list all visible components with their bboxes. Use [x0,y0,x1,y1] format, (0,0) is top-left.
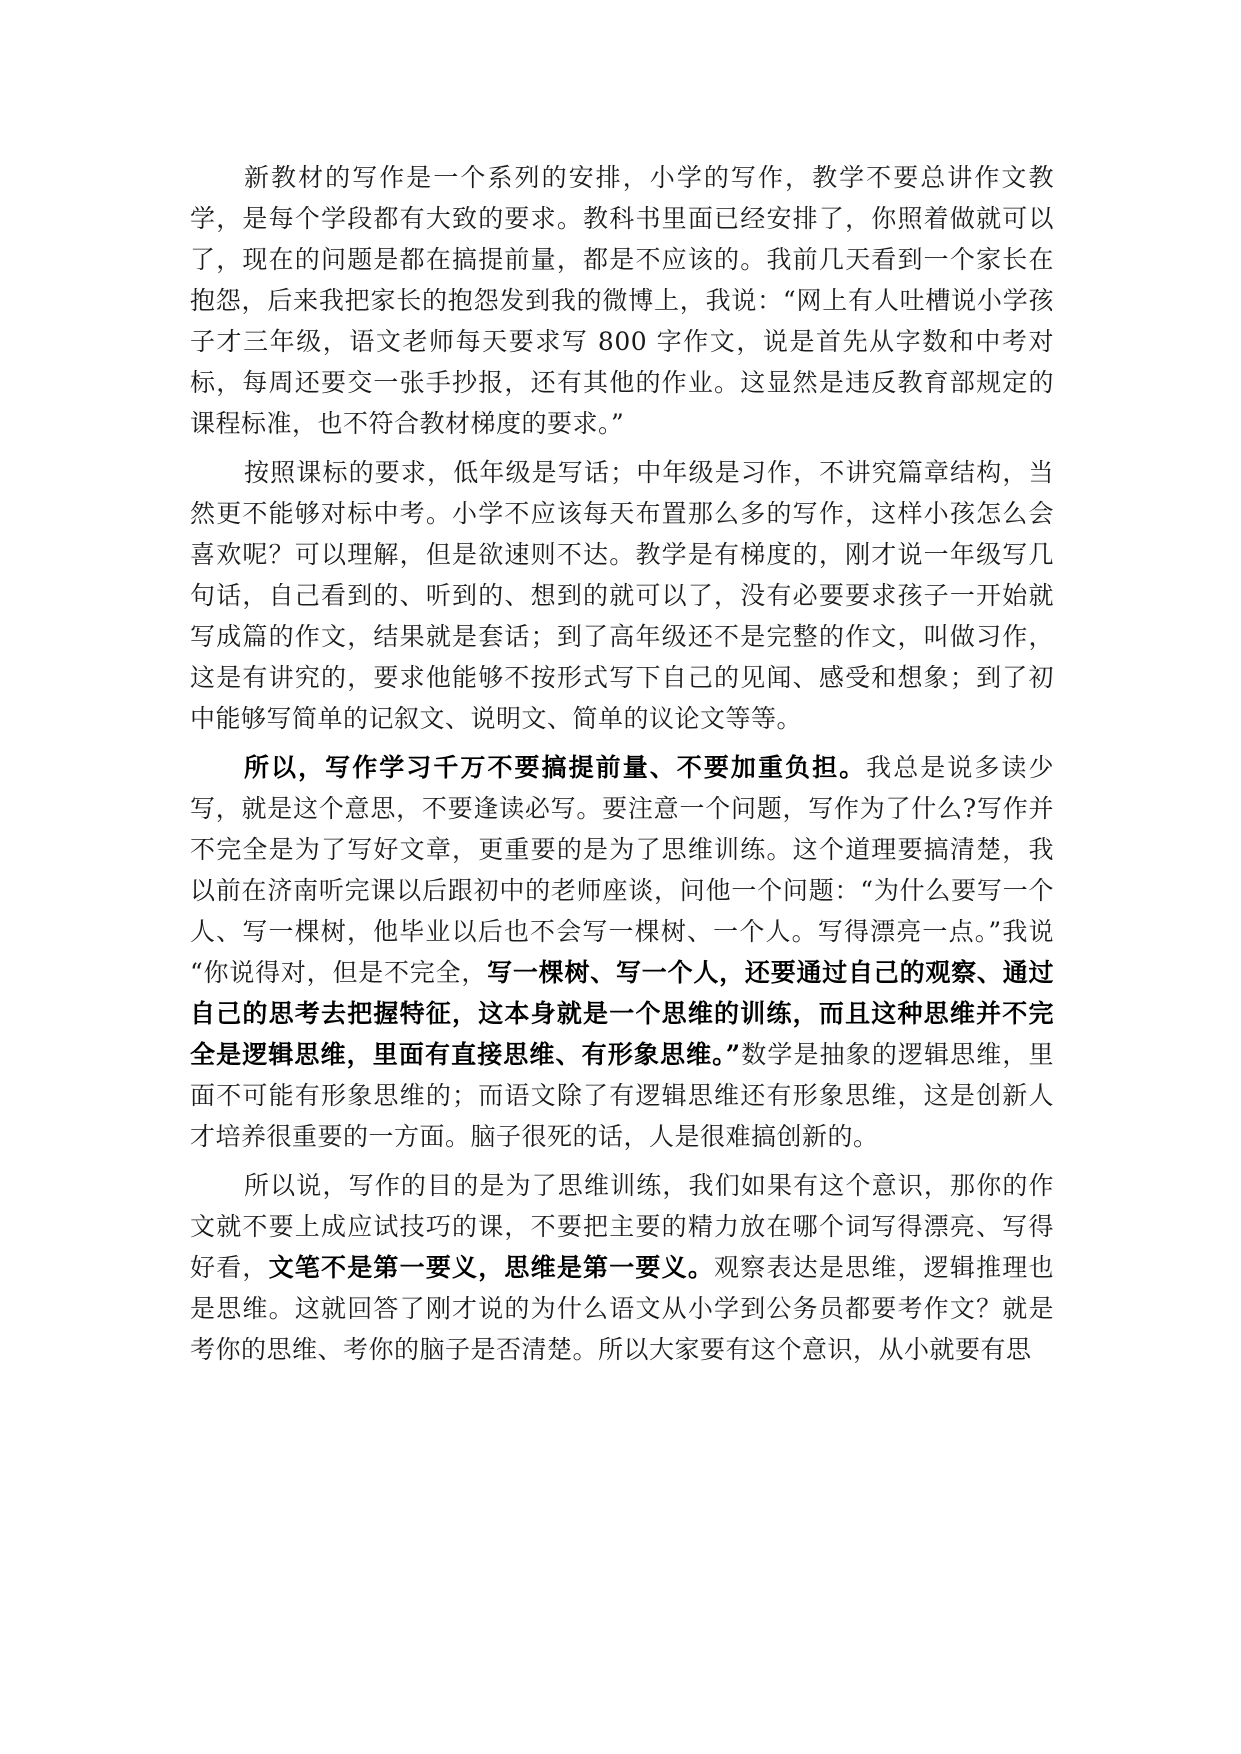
paragraph-2-text: 按照课标的要求，低年级是写话；中年级是习作，不讲究篇章结构，当然更不能够对标中考。小学不应该每天布置那么多的写作，这样小孩怎么会喜欢呢？可以理解，但是欲速则不达。教学是有梯度的，刚才说一年级写几句话，自己看到的、听到的、想到的就可以了，没有必要要求孩子一开始就写成篇的作文，结果就是套话；到了高年级还不是完整的作文，叫做习作，这是有讲究的，要求他能够不按形式写下自己的见闻、感受和想象；到了初中能够写简单的记叙文、说明文、简单的议论文等等。 [190,458,1054,733]
paragraph-4-text-end: 观察表达是思维，逻辑推理也是思维。这就回答了刚才说的为什么语文从小学到公务员都要考作文？就是考你的思维、考你的脑子是否清楚。所以大家要有这个意识，从小就要有思 [190,1253,1054,1364]
paragraph-3-text: 我总是说多读少写，就是这个意思，不要逢读必写。要注意一个问题，写作为了什么?写作并不完全是为了写好文章，更重要的是为了思维训练。这个道理要搞清楚，我以前在济南听完课以后跟初中的老师座谈，问他一个问题：“为什么要写一个人、写一棵树，他毕业以后也不会写一棵树、一个人。写得漂亮一点。”我说 “你说得对，但是不完全， [190,753,1054,987]
paragraph-1 [190,157,1054,444]
paragraph-4 [190,1165,1054,1370]
paragraph-3-bold-quote: 写一棵树、写一个人，还要通过自己的观察、通过自己的思考去把握特征，这本身就是一个思维的训练，而且这种思维并不完全是逻辑思维，里面有直接思维、有形象思维。” [190,958,1054,1069]
paragraph-3-text-end: 数学是抽象的逻辑思维，里面不可能有形象思维的；而语文除了有逻辑思维还有形象思维，这是创新人才培养很重要的一方面。脑子很死的话，人是很难搞创新的。 [190,1040,1054,1151]
paragraph-4-text: 所以说，写作的目的是为了思维训练，我们如果有这个意识，那你的作文就不要上成应试技巧的课，不要把主要的精力放在哪个词写得漂亮、写得好看， [190,1171,1054,1282]
document-body [190,157,1054,1370]
paragraph-1-text: 新教材的写作是一个系列的安排，小学的写作，教学不要总讲作文教学，是每个学段都有大致的要求。教科书里面已经安排了，你照着做就可以了，现在的问题是都在搞提前量，都是不应该的。我前几天看到一个家长在抱怨，后来我把家长的抱怨发到我的微博上，我说：“网上有人吐槽说小学孩子才三年级，语文老师每天要求写 800 字作文，说是首先从字数和中考对标，每周还要交一张手抄报，还有其他的作业。这显然是违反教育部规定的课程标准，也不符合教材梯度的要求。” [190,163,1054,438]
paragraph-2 [190,452,1054,739]
paragraph-3 [190,747,1054,1157]
paragraph-3-bold-lead: 所以，写作学习千万不要搞提前量、不要加重负担。 [244,753,867,782]
paragraph-4-bold-emphasis: 文笔不是第一要义，思维是第一要义。 [268,1253,715,1282]
